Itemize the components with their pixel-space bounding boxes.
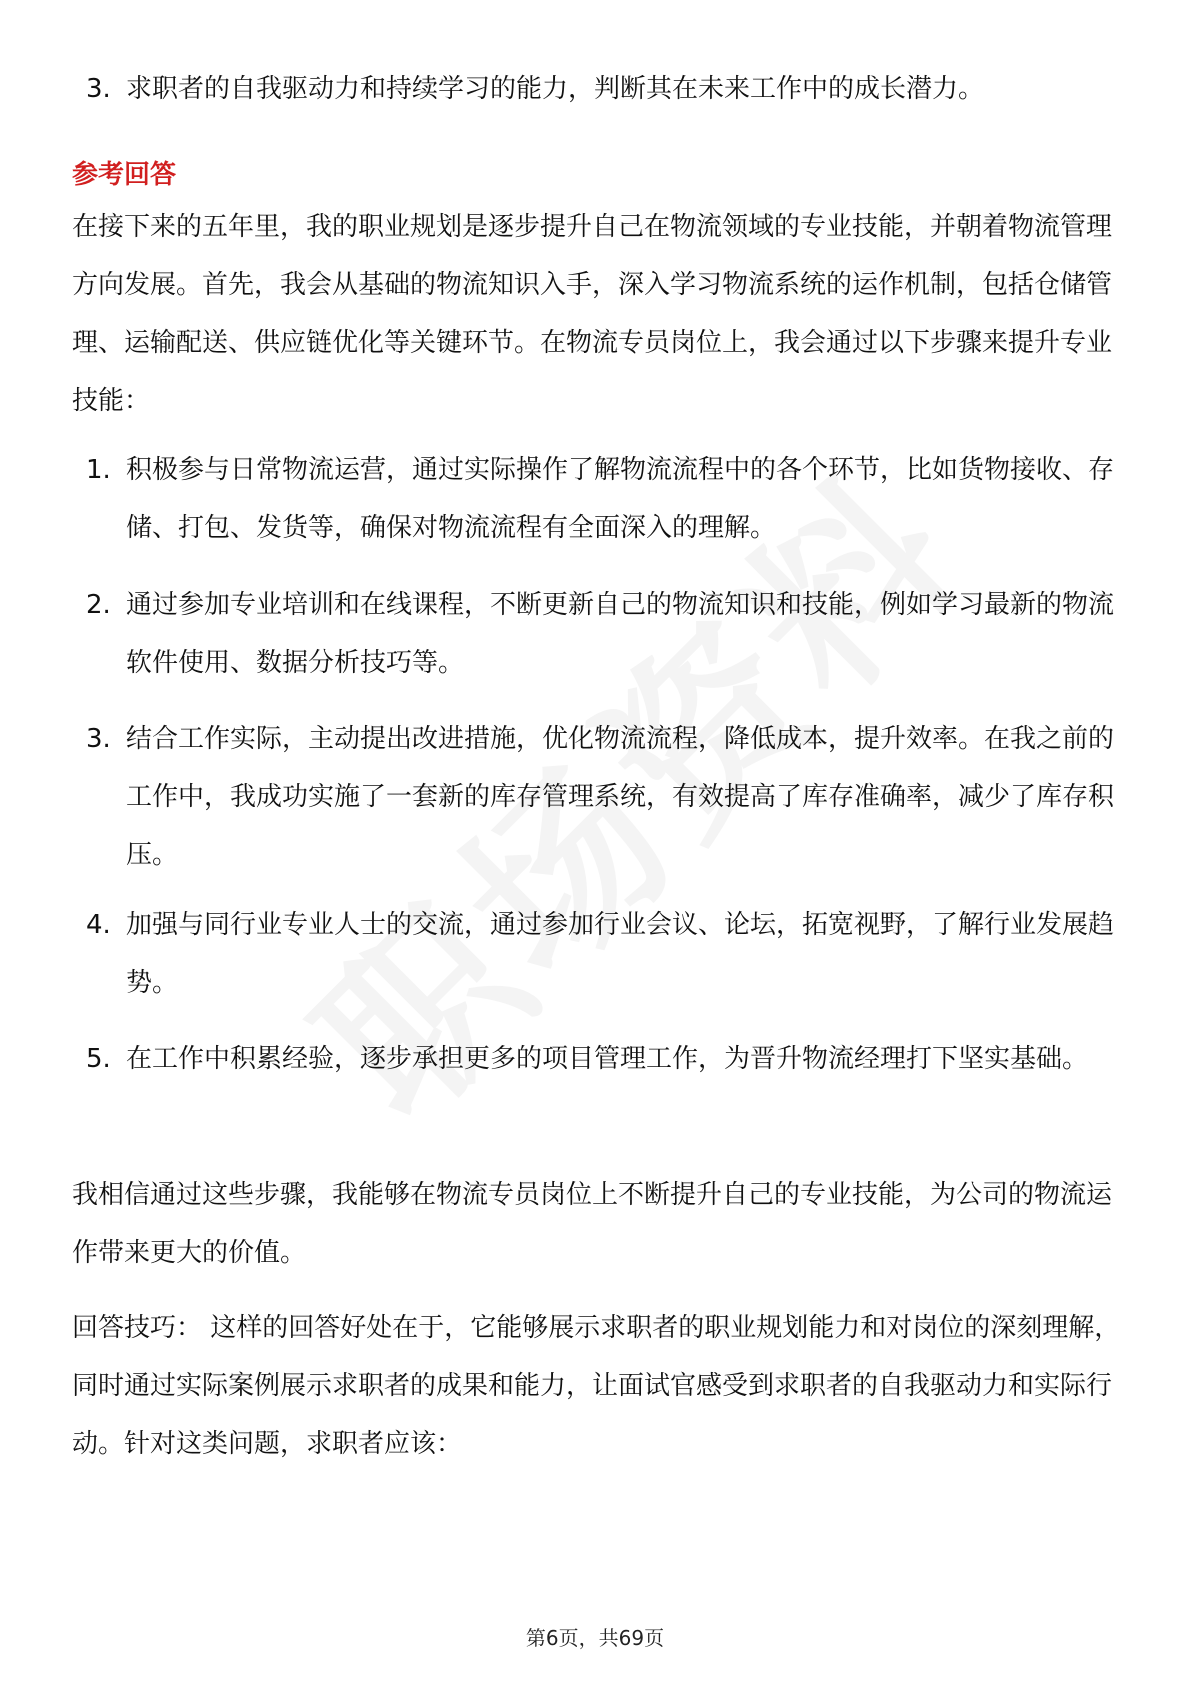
- page-footer: 第6页，共69页: [525, 1626, 665, 1650]
- answer-heading: 参考回答: [72, 160, 177, 190]
- closing-paragraph: 我相信通过这些步骤，我能够在物流专员岗位上不断提升自己的专业技能，为公司的物流运作带来更大的价值。: [72, 1180, 1113, 1268]
- list-text: 在工作中积累经验，逐步承担更多的项目管理工作，为晋升物流经理打下坚实基础。: [126, 1044, 1089, 1074]
- step-item-1: [86, 441, 1126, 557]
- step-item-4: [86, 896, 1126, 1012]
- answer-tips-paragraph: 回答技巧： 这样的回答好处在于，它能够展示求职者的职业规划能力和对岗位的深刻理解，同时通过实际案例展示求职者的成果和能力，让面试官感受到求职者的自我驱动力和实际行动。针对这类问题，求职者应该：: [72, 1313, 1121, 1459]
- list-text: 通过参加专业培训和在线课程，不断更新自己的物流知识和技能，例如学习最新的物流软件使用、数据分析技巧等。: [126, 590, 1115, 678]
- list-number: 3.: [86, 724, 111, 754]
- list-text: 求职者的自我驱动力和持续学习的能力，判断其在未来工作中的成长潜力。: [126, 74, 985, 104]
- step-item-3: [86, 710, 1126, 884]
- list-number: 2.: [86, 590, 111, 620]
- list-number: 4.: [86, 910, 111, 940]
- answer-intro-paragraph: 在接下来的五年里，我的职业规划是逐步提升自己在物流领域的专业技能，并朝着物流管理方向发展。首先，我会从基础的物流知识入手，深入学习物流系统的运作机制，包括仓储管理、运输配送、供应链优化等关键环节。在物流专员岗位上，我会通过以下步骤来提升专业技能：: [72, 212, 1113, 416]
- step-item-5: [86, 1030, 1126, 1088]
- intro-list-item: [86, 60, 1126, 118]
- list-text: 结合工作实际，主动提出改进措施，优化物流流程，降低成本，提升效率。在我之前的工作中，我成功实施了一套新的库存管理系统，有效提高了库存准确率，减少了库存积压。: [126, 724, 1115, 870]
- list-number: 1.: [86, 455, 111, 485]
- step-item-2: [86, 576, 1126, 692]
- list-text: 加强与同行业专业人士的交流，通过参加行业会议、论坛，拓宽视野，了解行业发展趋势。: [126, 910, 1115, 998]
- list-text: 积极参与日常物流运营，通过实际操作了解物流流程中的各个环节，比如货物接收、存储、打包、发货等，确保对物流流程有全面深入的理解。: [126, 455, 1115, 543]
- list-number: 5.: [86, 1044, 111, 1074]
- list-number: 3.: [86, 74, 111, 104]
